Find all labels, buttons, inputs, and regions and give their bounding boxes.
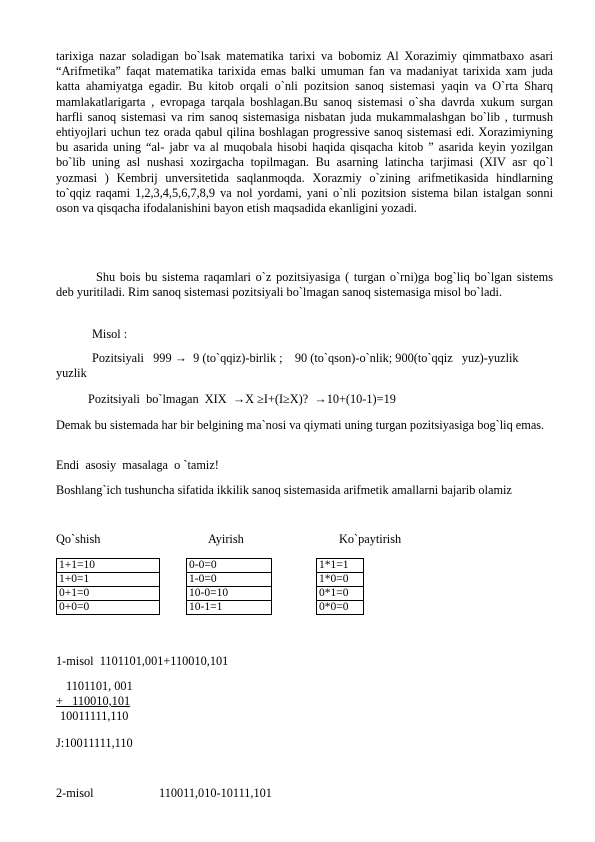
table-row <box>57 601 160 615</box>
example1-operand2: + 110010,101 <box>56 694 131 708</box>
table-cell: 0*1=0 <box>317 587 364 601</box>
table-cell: 1*1=1 <box>317 559 364 573</box>
nonpositional-result: 10+(10-1)=19 <box>326 392 396 406</box>
table-row <box>317 601 364 615</box>
table-cell: 0-0=0 <box>187 559 272 573</box>
header-subtraction: Ayirish <box>208 532 244 546</box>
table-cell: 1*0=0 <box>317 573 364 587</box>
example2-expression: 110011,010-10111,101 <box>159 786 272 800</box>
subtraction-table <box>186 558 272 615</box>
example-label: Misol : <box>92 327 128 341</box>
example1-title: 1-misol 1101101,001+110010,101 <box>56 654 229 668</box>
table-cell: 0*0=0 <box>317 601 364 615</box>
table-cell: 1+1=10 <box>57 559 160 573</box>
arrow-right-icon: → <box>232 392 246 406</box>
arrow-right-icon: → <box>174 351 187 365</box>
table-row <box>187 601 272 615</box>
multiplication-table <box>316 558 364 615</box>
header-addition: Qo`shish <box>56 532 101 546</box>
table-row <box>187 587 272 601</box>
table-cell: 0+1=0 <box>57 587 160 601</box>
paragraph-conclusion: Demak bu sistemada har bir belgining ma`nosi va qiymati uning turgan pozitsiyasiga bog`liq emas. <box>56 418 545 432</box>
nonpositional-label: Pozitsiyali bo`lmagan XIX <box>88 392 227 406</box>
table-cell: 1+0=1 <box>57 573 160 587</box>
paragraph-binary-intro: Boshlang`ich tushuncha sifatida ikkilik sanoq sistemasida arifmetik amallarni bajarib olamiz <box>56 483 512 497</box>
positional-example-cont: yuzlik <box>56 366 87 380</box>
nonpositional-expr: X ≥I+(I≥X)? <box>245 392 309 406</box>
table-row <box>57 573 160 587</box>
table-row <box>57 587 160 601</box>
positional-example-start: Pozitsiyali 999 <box>92 351 172 365</box>
table-cell: 0+0=0 <box>57 601 160 615</box>
table-cell: 10-1=1 <box>187 601 272 615</box>
header-multiplication: Ko`paytirish <box>339 532 402 546</box>
table-row <box>57 559 160 573</box>
main-problem-text: Endi asosiy masalaga o `tamiz! <box>56 458 219 472</box>
table-row <box>187 573 272 587</box>
table-row <box>317 559 364 573</box>
nonpositional-example <box>88 392 396 407</box>
table-row <box>317 587 364 601</box>
paragraph-history: tarixiga nazar soladigan bo`lsak matematika tarixi va bobomiz Al Xorazimiy qimmatbaxo asari “Arifmetika” faqat matematika tarixida emas balki umuman fan va madaniyat tarixida xam juda katta ahamiyatga egadir. Bu kitob orqali o`nli pozitsion sanoq sistemasi yaqin va O`rta Sharq mamlakatlarigarta , evropaga tarqala boshlagan.Bu sanoq sistemasi o`sha davrda xukum surgan harfli sanoq sistemasi va rim sanoq sistemasiga nisbatan juda mukammalashgan bo`lib , turmush ehtiyojlari uchun tez orada qabul qilina boshlagan progressive sanoq sistemasi edi. Xorazimiyning bu asarida uning “al- jabr va al muqobala hisobi haqida qisqacha kitob ” asarida keyin yozilgan bo`lib uning asl nushasi xozirgacha topilmagan. Bu asarning latincha tarjimasi (XIV asr qo`l yozmasi ) Kembrij unversitetida saqlanmoqda. Xorazmiy o`zining arifmetikasida hindlarning to`qqiz raqami 1,2,3,4,5,6,7,8,9 va nol yordami, yani o`nli pozitsion sistema bilan istalgan sonni oson va qisqacha ifodalanishini bayon etish maqsadida ekanligini yozadi. <box>56 49 553 216</box>
example2-label: 2-misol <box>56 786 94 800</box>
example1-operand1: 1101101, 001 <box>66 679 133 693</box>
addition-table <box>56 558 160 615</box>
table-row <box>317 573 364 587</box>
example1-answer: J:10011111,110 <box>56 736 133 750</box>
paragraph-positional: Shu bois bu sistema raqamlari o`z pozitsiyasiga ( turgan o`rni)ga bog`liq bo`lgan sistems deb yuritiladi. Rim sanoq sistemasi pozitsiyali bo`lmagan sanoq sistemasiga misol bo`ladi. <box>56 270 553 300</box>
positional-example <box>92 351 519 366</box>
table-cell: 1-0=0 <box>187 573 272 587</box>
table-cell: 10-0=10 <box>187 587 272 601</box>
positional-example-end: 9 (to`qqiz)-birlik ; 90 (to`qson)-o`nlik; 900(to`qqiz yuz)-yuzlik <box>193 351 519 365</box>
arrow-right-icon: → <box>314 392 327 406</box>
table-row <box>187 559 272 573</box>
example1-sum: 10011111,110 <box>60 709 129 723</box>
